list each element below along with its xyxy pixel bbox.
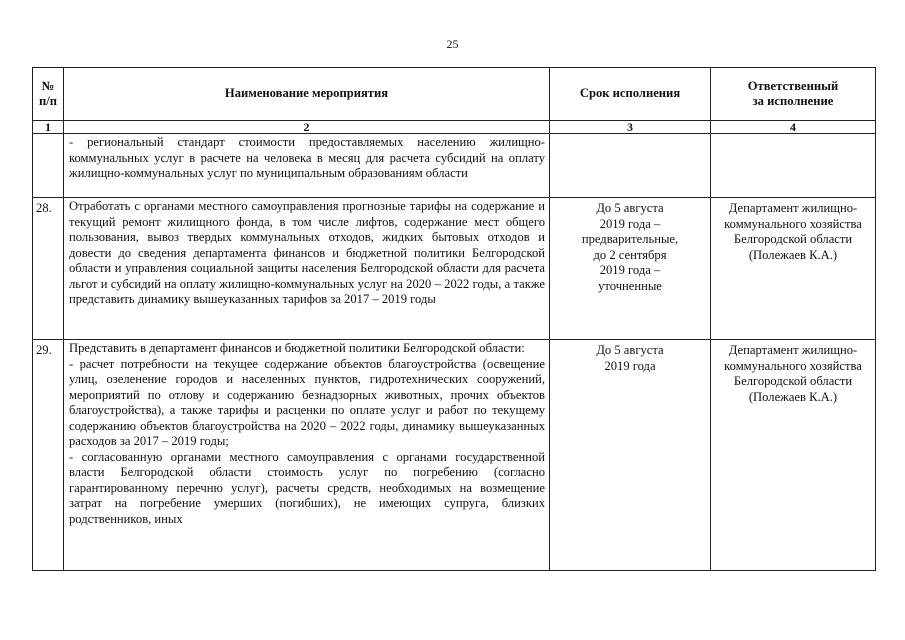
row-responsible-cell	[711, 134, 876, 198]
row-number: 28.	[33, 198, 64, 340]
row-text: - согласованную органами местного самоуправления с органами государственной власти Белгородской области стоимость услуг по погребению (согласно гарантированному перечню услуг), расчеты средств, необходимых на возмещение затрат на погребение умерших (погибших), не имеющих супруга, близких родственников, иных	[69, 449, 545, 526]
row-term-cell	[550, 340, 711, 571]
column-number: 4	[711, 121, 876, 134]
term-line: До 5 августа	[596, 201, 664, 215]
header-responsible	[711, 68, 876, 121]
row-responsible-cell	[711, 340, 876, 571]
page-number: 25	[446, 37, 459, 51]
term-line: уточненные	[598, 278, 662, 293]
header-responsible-line: за исполнение	[752, 94, 834, 108]
row-text-cell	[64, 340, 550, 571]
responsible-line: (Полежаев К.А.)	[748, 389, 838, 404]
header-name: Наименование мероприятия	[64, 68, 550, 121]
responsible-line: Департамент жилищно-	[728, 201, 858, 215]
responsible-line: Департамент жилищно-	[728, 343, 858, 357]
row-responsible-cell	[711, 198, 876, 340]
responsible-line: (Полежаев К.А.)	[748, 247, 838, 262]
term-line: до 2 сентября	[593, 247, 667, 262]
row-text-cell	[64, 134, 550, 198]
row-text: - расчет потребности на текущее содержание объектов благоустройства (освещение улиц, озеленение городов и населенных пунктов, гидротехнических сооружений, мероприятий по отлову и содержанию безнадзорных животных, прочих объектов благоустройства), а также тарифы и расценки по оплате услуг и работ по текущему содержанию объектов благоустройства на 2020 – 2022 годы, динамику вышеуказанных расходов за 2017 – 2019 годы;	[69, 356, 545, 448]
responsible-line: Белгородской области	[733, 374, 853, 388]
column-number: 2	[64, 121, 550, 134]
table-row	[33, 340, 876, 571]
row-number: 29.	[33, 340, 64, 571]
column-number-row	[33, 121, 876, 134]
table-row	[33, 198, 876, 340]
row-text: Отработать с органами местного самоуправления прогнозные тарифы на содержание и текущий ремонт жилищного фонда, в том числе лифтов, содержание мест общего пользования, вывоз твердых коммунальных отходов, жидких бытовых отходов и довести до сведения департамента финансов и бюджетной политики Белгородской области и управления социальной защиты населения Белгородской области для расчета льгот и субсидий на оплату жилищно-коммунальных услуг на 2020 – 2022 годы, а также представить динамику вышеуказанных тарифов за 2017 – 2019 годы	[69, 199, 545, 306]
plan-table	[32, 67, 876, 571]
row-text-cell	[64, 198, 550, 340]
row-number-cell	[33, 134, 64, 198]
term-line: До 5 августа	[596, 343, 664, 357]
term-line: предварительные,	[581, 232, 679, 246]
column-number: 1	[33, 121, 64, 134]
responsible-line: коммунального хозяйства	[724, 216, 862, 231]
column-number: 3	[550, 121, 711, 134]
header-no-line: №	[41, 78, 55, 93]
header-no	[33, 68, 64, 121]
row-term-cell	[550, 134, 711, 198]
responsible-line: Белгородской области	[733, 232, 853, 246]
table-row	[33, 134, 876, 198]
responsible-line: коммунального хозяйства	[724, 358, 862, 373]
table-header-row	[33, 68, 876, 121]
row-term-cell	[550, 198, 711, 340]
header-no-line: п/п	[38, 94, 57, 108]
term-line: 2019 года –	[599, 263, 661, 277]
term-line: 2019 года –	[599, 216, 661, 231]
term-line: 2019 года	[604, 358, 656, 373]
row-text: - региональный стандарт стоимости предоставляемых населению жилищно-коммунальных услуг в расчете на человека в месяц для расчета субсидий на оплату жилищно-коммунальных услуг по муниципальным образованиям области	[69, 135, 545, 180]
row-text: Представить в департамент финансов и бюджетной политики Белгородской области:	[69, 341, 525, 355]
header-responsible-line: Ответственный	[747, 78, 839, 93]
header-term: Срок исполнения	[550, 68, 711, 121]
